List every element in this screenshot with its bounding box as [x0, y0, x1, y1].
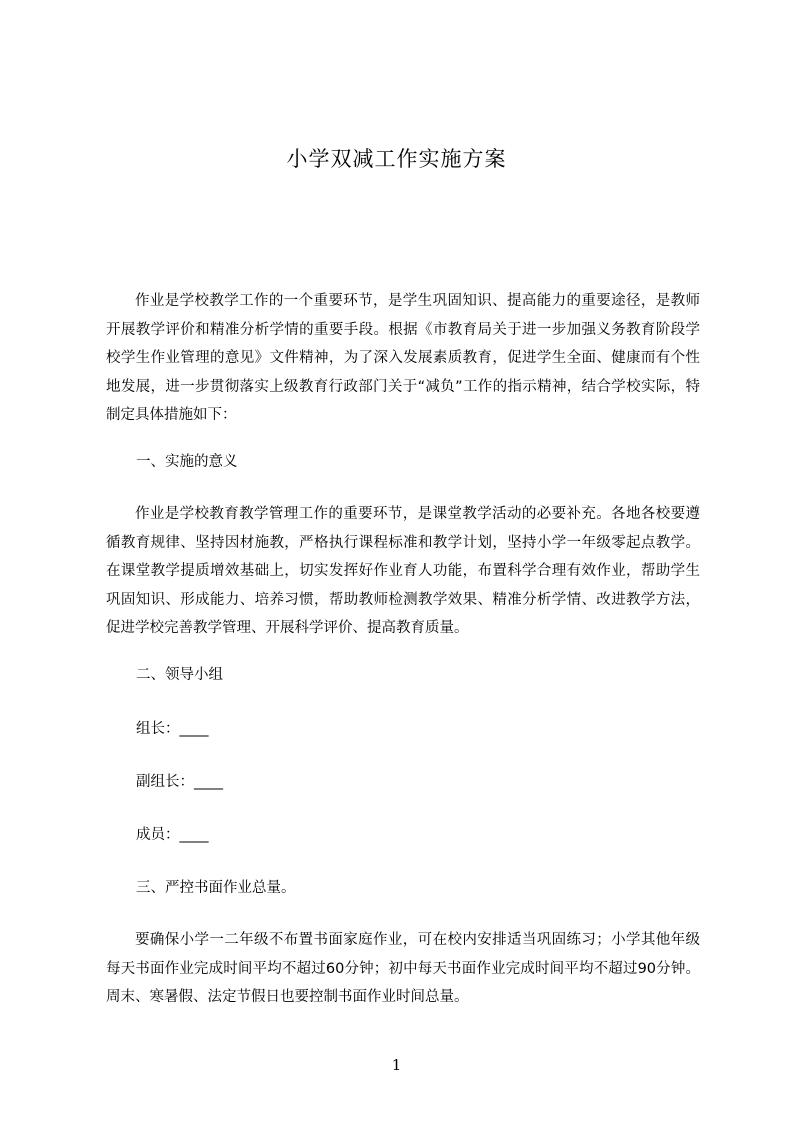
members-label: 成员：: [136, 827, 180, 843]
members-field: [136, 825, 209, 845]
leader-field: [136, 719, 209, 739]
section-heading-homework: 三、严控书面作业总量。: [136, 880, 296, 896]
section-heading-meaning: 一、实施的意义: [136, 454, 238, 470]
deputy-leader-value: ____: [194, 774, 223, 790]
page-title: 小学双减工作实施方案: [286, 147, 507, 171]
meaning-paragraph: 作业是学校教育教学管理工作的重要环节，是课堂教学活动的必要补充。各地各校要遵循教育规律、坚持因材施教，严格执行课程标准和教学计划，坚持小学一年级零起点教学。在课堂教学提质增效基础上，切实发挥好作业育人功能，布置科学合理有效作业，帮助学生巩固知识、形成能力、培养习惯，帮助教师检测教学效果、精准分析学情、改进教学方法，促进学校完善教学管理、开展科学评价、提高教育质量。: [106, 506, 700, 636]
leader-value: ____: [179, 721, 209, 737]
page-number: 1: [391, 1056, 402, 1074]
homework-paragraph: 要确保小学一二年级不布置书面家庭作业，可在校内安排适当巩固练习；小学其他年级每天书面作业完成时间平均不超过60分钟；初中每天书面作业完成时间平均不超过90分钟。周末、寒暑假、法定节假日也要控制书面作业时间总量。: [106, 932, 700, 1005]
deputy-leader-field: [136, 772, 223, 792]
section-heading-leadership: 二、领导小组: [136, 667, 223, 683]
intro-paragraph: 作业是学校教学工作的一个重要环节，是学生巩固知识、提高能力的重要途径，是教师开展教学评价和精准分析学情的重要手段。根据《市教育局关于进一步加强义务教育阶段学校学生作业管理的意见》文件精神，为了深入发展素质教育，促进学生全面、健康而有个性地发展，进一步贯彻落实上级教育行政部门关于“减负”工作的指示精神，结合学校实际，特制定具体措施如下：: [106, 293, 700, 423]
leader-label: 组长：: [136, 721, 180, 737]
members-value: ____: [179, 827, 209, 843]
deputy-leader-label: 副组长：: [136, 774, 194, 790]
